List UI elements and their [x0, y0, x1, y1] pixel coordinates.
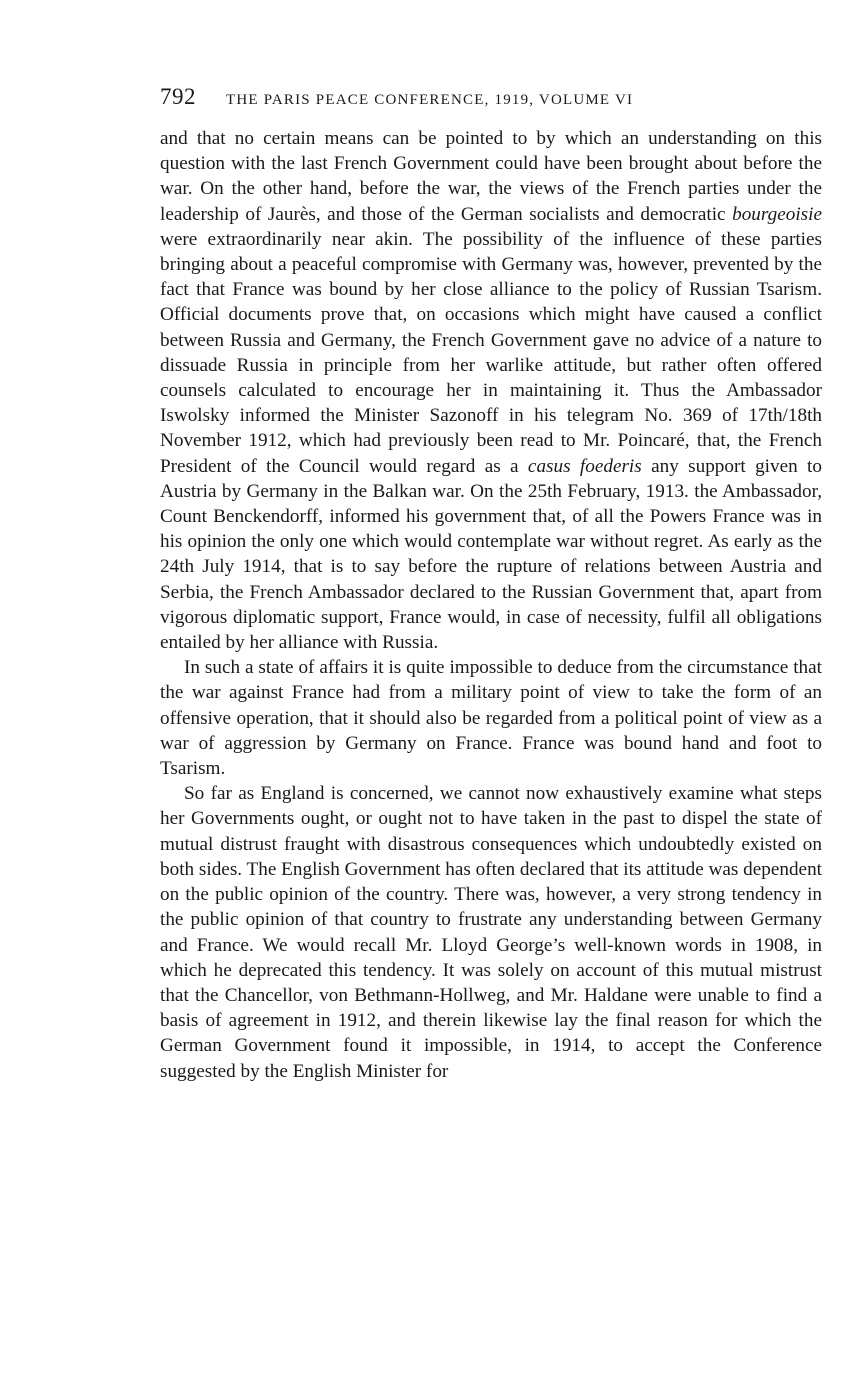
running-title: THE PARIS PEACE CONFERENCE, 1919, VOLUME VI — [226, 92, 634, 108]
paragraph-1-part-1: and that no certain means can be pointed to by which an understanding on this question with the last French Government could have been brought about before the war. On the other hand, before the war, the views of the French parties under the leadership of Jaurès, and those of the German socialists and democratic — [160, 128, 822, 225]
paragraph-3: So far as England is concerned, we cannot now exhaustively examine what steps her Governments ought, or ought not to have taken in the past to dispel the state of mutual distrust fraught with disastrous consequences which undoubtedly existed on both sides. The English Government has often declared that its attitude was dependent on the public opinion of the country. There was, however, a very strong tendency in the public opinion of that country to frustrate any understanding between Germany and France. We would recall Mr. Lloyd George’s well-known words in 1908, in which he deprecated this tendency. It was solely on account of this mutual mistrust that the Chancellor, von Bethmann-Hollweg, and Mr. Haldane were unable to find a basis of agreement in 1912, and therein likewise lay the final reason for which the German Government found it impossible, in 1914, to accept the Conference suggested by the English Minister for — [160, 783, 822, 1082]
page-header — [160, 84, 822, 116]
paragraph-1 — [160, 126, 822, 655]
body-text — [160, 126, 822, 1084]
italic-bourgeoisie: bourgeoisie — [732, 203, 822, 225]
italic-casus-foederis: casus foederis — [527, 455, 642, 477]
paragraph-1-part-2: were extraordinarily near akin. The possibility of the influence of these parties bringing about a peaceful compromise with Germany was, however, prevented by the fact that France was bound by her close alliance to the policy of Russian Tsarism. Official documents prove that, on occasions which might have caused a conflict between Russia and Germany, the French Government gave no advice of a nature to dissuade Russia in principle from her warlike attitude, but rather often offered counsels calculated to encourage her in maintaining it. Thus the Ambassador Iswolsky informed the Minister Sazonoff in his telegram No. 369 of 17th/18th November 1912, which had previously been read to Mr. Poincaré, that, the French President of the Council would regard as a — [160, 228, 822, 477]
paragraph-2: In such a state of affairs it is quite impossible to deduce from the circumstance that the war against France had from a military point of view to take the form of an offensive operation, that it should also be regarded from a political point of view as a war of aggression by Germany on France. France was bound hand and foot to Tsarism. — [160, 657, 822, 780]
page-number: 792 — [160, 84, 196, 109]
paragraph-1-part-3: any support given to Austria by Germany in the Balkan war. On the 25th February, 1913. the Ambassador, Count Benckendorff, informed his government that, of all the Powers France was in his opinion the only one which would contemplate war without regret. As early as the 24th July 1914, that is to say before the rupture of relations between Austria and Serbia, the French Ambassador declared to the Russian Government that, apart from vigorous diplomatic support, France would, in case of necessity, fulfil all obligations entailed by her alliance with Russia. — [160, 455, 822, 654]
document-page — [160, 84, 822, 1084]
